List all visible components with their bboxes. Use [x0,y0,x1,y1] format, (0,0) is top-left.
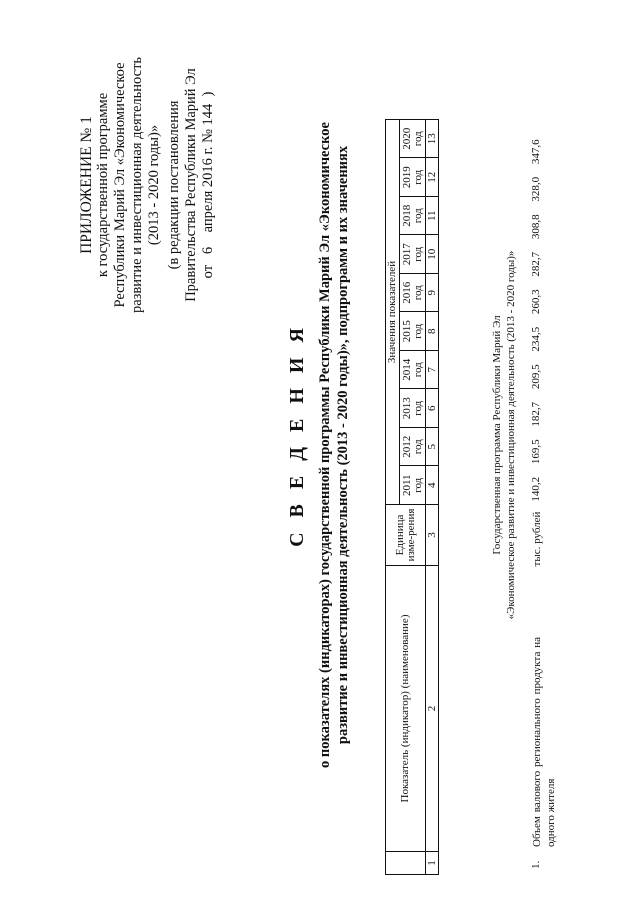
column-number: 4 [426,466,439,505]
header-name: Показатель (индикатор) (наименование) [386,566,426,852]
row-unit: тыс. рублей [531,511,543,567]
year-cell: 2011 год [400,466,426,505]
appendix-line: (2013 - 2020 годы)» [146,124,162,246]
column-number: 8 [426,312,439,351]
column-number: 2 [426,566,439,852]
column-number: 5 [426,428,439,467]
row-value: 209,5 [530,364,542,390]
year-cell: 2017 год [400,235,426,274]
appendix-line: от 6 апреля 2016 г. № 144 ) [200,91,216,279]
appendix-line: к государственной программе [95,92,111,278]
header-number-cell [386,852,426,875]
year-cell: 2015 год [400,312,426,351]
column-number: 3 [426,505,439,566]
document-heading: С В Е Д Е Н И Я [286,323,308,547]
column-number: 1 [426,852,439,875]
subtitle-line-1: о показателях (индикаторах) государственной программы Республики Марий Эл «Экономическое [317,122,333,768]
indicators-table [385,119,439,875]
appendix-line: Республики Марий Эл «Экономическое [112,62,128,308]
appendix-block [78,25,217,345]
appendix-line: развитие и инвестиционная деятельность [129,56,145,314]
header-unit: Единица изме-рения [386,505,426,566]
header-values: Значения показателей [386,120,400,505]
table-row [530,15,570,875]
program-title [490,235,518,635]
program-line-2: «Экономическое развитие и инвестиционная деятельность (2013 - 2020 годы)» [505,250,517,620]
year-cell: 2020 год [400,120,426,159]
year-cell: 2018 год [400,197,426,236]
column-number: 11 [426,197,439,236]
column-number: 13 [426,120,439,159]
row-value: 260,3 [530,289,542,315]
column-number: 6 [426,389,439,428]
year-cell: 2019 год [400,158,426,197]
row-value: 308,8 [530,214,542,240]
row-value: 282,7 [530,251,542,277]
appendix-line: ПРИЛОЖЕНИЕ № 1 [78,116,95,254]
year-cell: 2013 год [400,389,426,428]
appendix-line: (в редакции постановления [166,100,182,270]
row-value: 182,7 [530,401,542,427]
row-indicator-name: Объем валового регионального продукта на одного жителя [531,637,557,847]
year-cell: 2014 год [400,351,426,390]
row-value: 140,2 [530,476,542,502]
column-number: 9 [426,274,439,313]
program-line-1: Государственная программа Республики Марий Эл [491,315,503,555]
subtitle-line-2: развитие и инвестиционная деятельность (2013 - 2020 годы)», подпрограмм и их значениях [335,145,351,745]
row-value: 347,6 [530,139,542,165]
document-subtitle [316,55,352,835]
column-number: 7 [426,351,439,390]
year-cell: 2016 год [400,274,426,313]
row-value: 328,0 [530,176,542,202]
column-number: 12 [426,158,439,197]
year-cell: 2012 год [400,428,426,467]
table-header-row [386,120,400,875]
column-number: 10 [426,235,439,274]
column-number-row [426,120,439,875]
appendix-line: Правительства Республики Марий Эл [183,68,199,302]
row-value: 234,5 [530,326,542,352]
row-number: 1. [530,860,542,869]
row-value: 169,5 [530,439,542,465]
